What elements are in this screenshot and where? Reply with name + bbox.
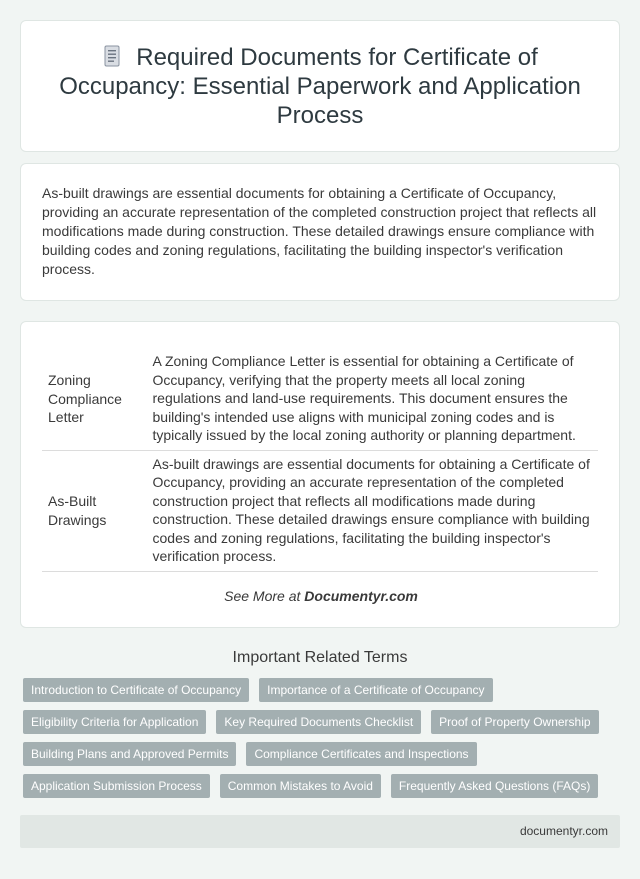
related-term-tag[interactable]: Proof of Property Ownership [431,710,598,734]
description-cell: As-built drawings are essential documents for obtaining a Certificate of Occupancy, providing an accurate representation of the completed construction project that reflects all modifications made during construction. These detailed drawings ensure compliance with building codes and zoning regulations, facilitating the building inspector's verification process. [146,450,598,571]
term-cell: As-Built Drawings [42,450,146,571]
page-title [51,43,589,130]
related-term-tag[interactable]: Eligibility Criteria for Application [23,710,206,734]
see-more-link[interactable] [21,588,621,604]
related-term-tag[interactable]: Building Plans and Approved Permits [23,742,236,766]
table-row [42,450,598,571]
related-terms-heading: Important Related Terms [232,649,408,666]
intro-card [20,163,620,301]
terms-table-card [20,321,620,628]
document-icon [102,45,122,67]
term-cell: Zoning Compliance Letter [42,348,146,450]
description-cell: A Zoning Compliance Letter is essential for obtaining a Certificate of Occupancy, verifying that the property meets all local zoning regulations and land-use requirements. This document ensures the building's intended use aligns with municipal zoning codes and is typically issued by the local zoning authority or planning department. [146,348,598,450]
related-term-tag[interactable]: Introduction to Certificate of Occupancy [23,678,249,702]
related-terms-tags [20,678,620,806]
footer [20,815,620,848]
related-terms-section [20,649,620,806]
related-term-tag[interactable]: Importance of a Certificate of Occupancy [259,678,492,702]
related-term-tag[interactable]: Compliance Certificates and Inspections [246,742,476,766]
related-term-tag[interactable]: Application Submission Process [23,774,210,798]
terms-table [42,348,598,572]
see-more-prefix: See More at [224,588,305,604]
related-term-tag[interactable]: Key Required Documents Checklist [216,710,421,734]
see-more-site[interactable]: Documentyr.com [304,588,418,604]
related-term-tag[interactable]: Common Mistakes to Avoid [220,774,381,798]
page-title-text: Required Documents for Certificate of Occupancy: Essential Paperwork and Application Process [59,43,581,129]
table-row [42,348,598,450]
title-card [20,20,620,152]
footer-site-link[interactable]: documentyr.com [519,824,608,838]
related-term-tag[interactable]: Frequently Asked Questions (FAQs) [391,774,598,798]
intro-text: As-built drawings are essential documents for obtaining a Certificate of Occupancy, providing an accurate representation of the completed construction project that reflects all modifications made during construction. These detailed drawings ensure compliance with building codes and zoning regulations, facilitating the building inspector's verification process. [42,185,597,277]
